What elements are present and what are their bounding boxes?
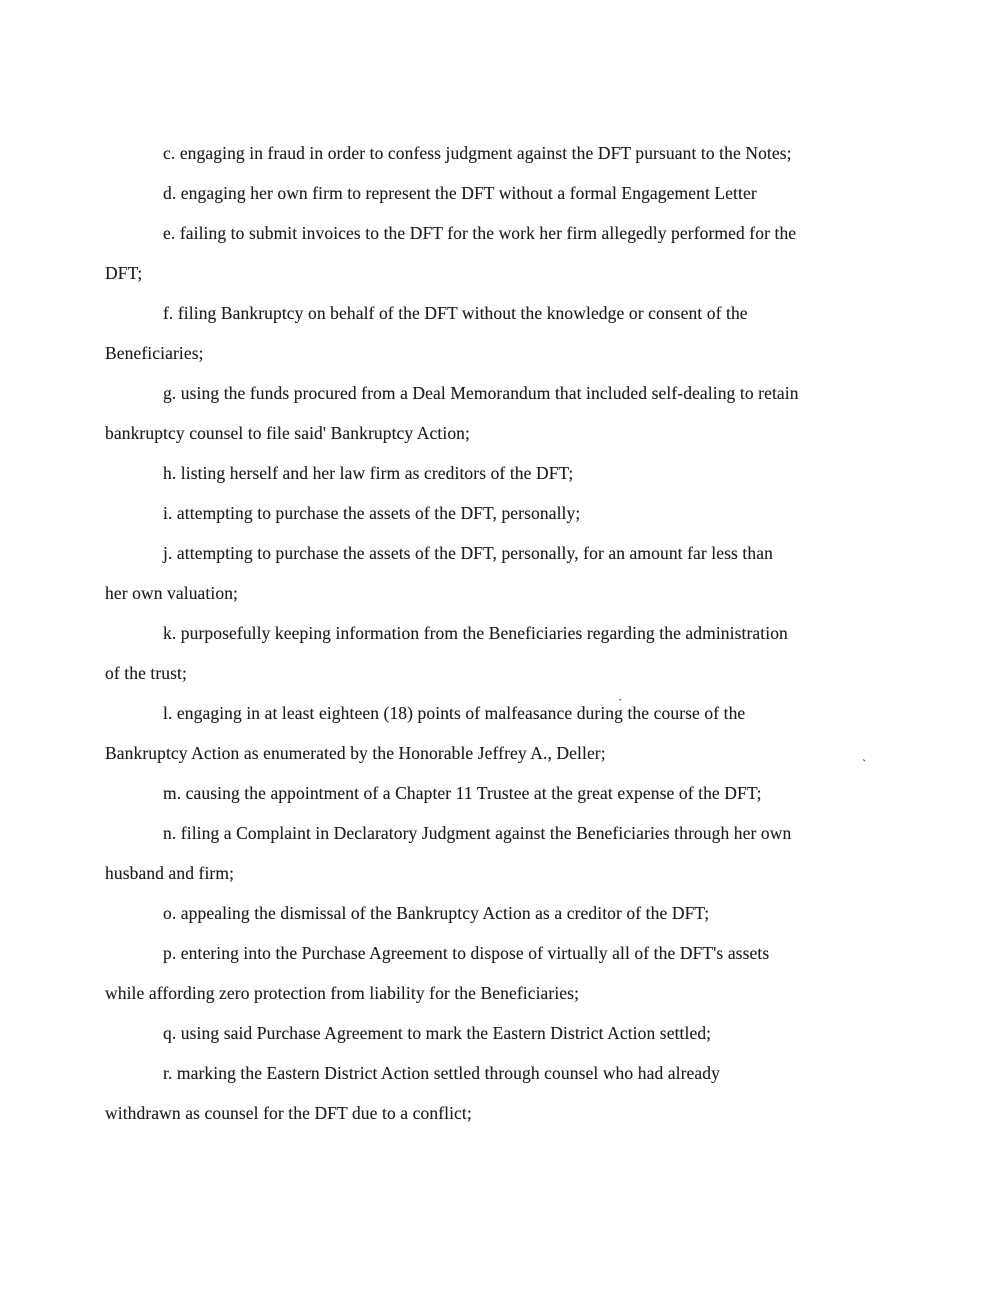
list-item-f-line-1: f. filing Bankruptcy on behalf of the DFT without the knowledge or consent of the <box>163 303 748 323</box>
list-item-g-line-1: g. using the funds procured from a Deal Memorandum that included self-dealing to retain <box>163 383 799 403</box>
list-item-c-line-1: c. engaging in fraud in order to confess judgment against the DFT pursuant to the Notes; <box>163 143 792 163</box>
list-item-e-line-2: DFT; <box>105 263 143 283</box>
list-item-i-line-1: i. attempting to purchase the assets of the DFT, personally; <box>163 503 581 523</box>
list-item-r-line-1: r. marking the Eastern District Action settled through counsel who had already <box>163 1063 720 1083</box>
list-item-q-line-1: q. using said Purchase Agreement to mark the Eastern District Action settled; <box>163 1023 712 1043</box>
list-item-e-line-1: e. failing to submit invoices to the DFT for the work her firm allegedly performed for the <box>163 223 797 243</box>
list-item-f-line-2: Beneficiaries; <box>105 343 204 363</box>
list-item-p-line-1: p. entering into the Purchase Agreement to dispose of virtually all of the DFT's assets <box>163 943 770 963</box>
list-item-n-line-1: n. filing a Complaint in Declaratory Judgment against the Beneficiaries through her own <box>163 823 792 843</box>
list-item-k-line-2: of the trust; <box>105 663 187 683</box>
scan-speck-dot: · <box>618 692 623 707</box>
list-item-l-line-2: Bankruptcy Action as enumerated by the Honorable Jeffrey A., Deller; <box>105 743 606 763</box>
list-item-h-line-1: h. listing herself and her law firm as creditors of the DFT; <box>163 463 574 483</box>
list-item-p-line-2: while affording zero protection from liability for the Beneficiaries; <box>105 983 580 1003</box>
list-item-l-line-1: l. engaging in at least eighteen (18) points of malfeasance during the course of the <box>163 703 746 723</box>
list-item-d-line-1: d. engaging her own firm to represent the DFT without a formal Engagement Letter <box>163 183 757 203</box>
list-item-o-line-1: o. appealing the dismissal of the Bankruptcy Action as a creditor of the DFT; <box>163 903 710 923</box>
list-item-r-line-2: withdrawn as counsel for the DFT due to a conflict; <box>105 1103 472 1123</box>
list-item-m-line-1: m. causing the appointment of a Chapter 11 Trustee at the great expense of the DFT; <box>163 783 762 803</box>
document-body <box>105 133 895 1133</box>
list-item-k-line-1: k. purposefully keeping information from the Beneficiaries regarding the administration <box>163 623 788 643</box>
scan-speck-comma: ˏ <box>862 747 867 762</box>
list-item-n-line-2: husband and firm; <box>105 863 235 883</box>
list-item-g-line-2: bankruptcy counsel to file said' Bankruptcy Action; <box>105 423 470 443</box>
list-item-j-line-2: her own valuation; <box>105 583 239 603</box>
list-item-j-line-1: j. attempting to purchase the assets of the DFT, personally, for an amount far less than <box>163 543 773 563</box>
